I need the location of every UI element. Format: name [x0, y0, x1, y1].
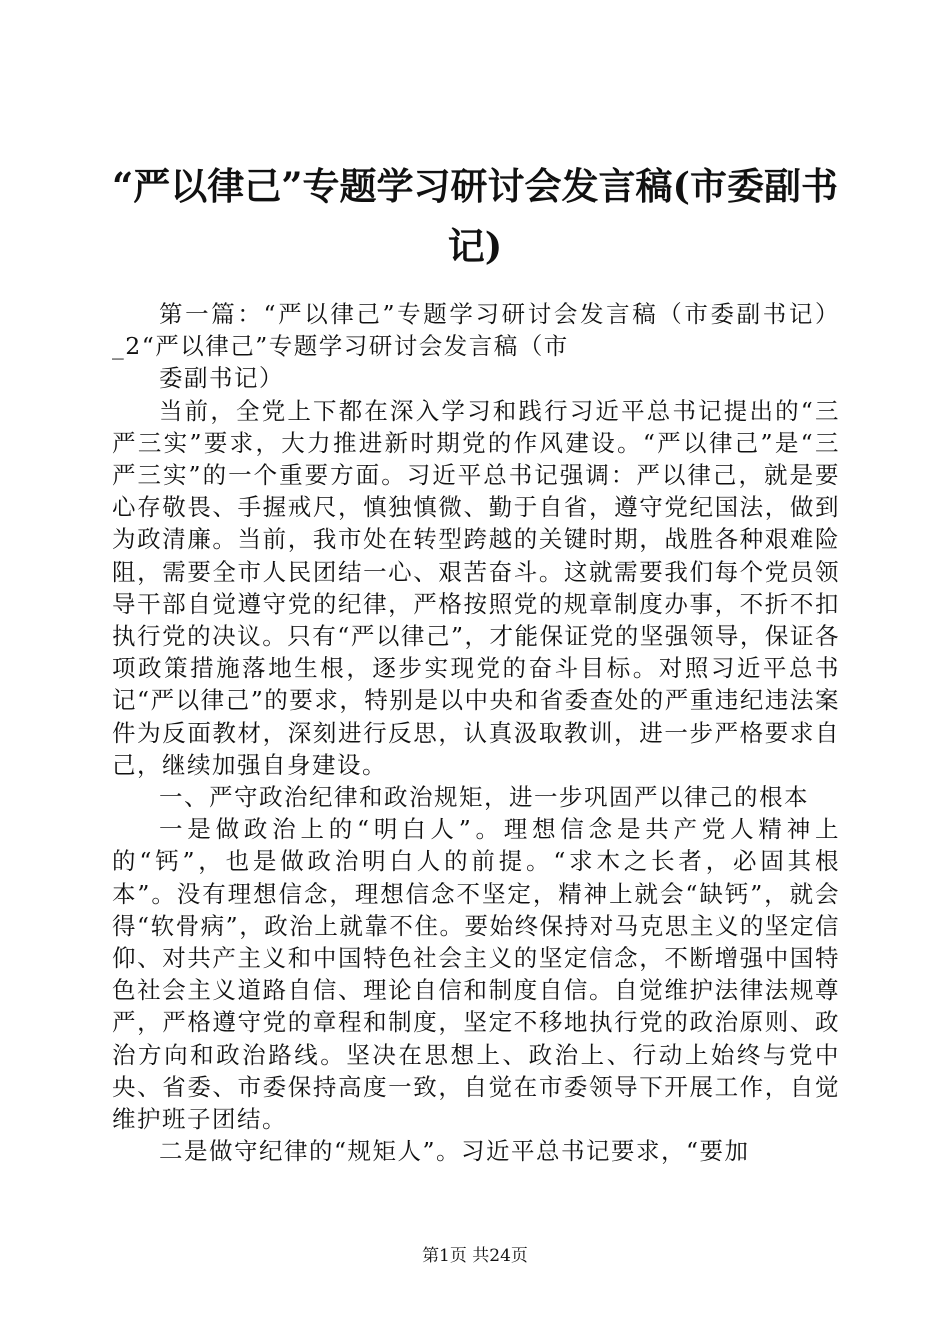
- paragraph-heading-continuation: 委副书记）: [159, 364, 284, 393]
- page-number-footer: 第1页 共24页: [422, 1246, 528, 1266]
- paragraph-heading-line: 第一篇：“严以律己”专题学习研讨会发言稿（市委副书记）_2“严以律己”专题学习研讨会发言稿（市: [112, 300, 840, 361]
- paragraph-point-1: 一是做政治上的“明白人”。理想信念是共产党人精神上的“钙”，也是做政治明白人的前提。“求木之长者，必固其根本”。没有理想信念，理想信念不坚定，精神上就会“缺钙”，就会得“软骨病”，政治上就靠不住。要始终保持对马克思主义的坚定信仰、对共产主义和中国特色社会主义的坚定信念，不断增强中国特色社会主义道路自信、理论自信和制度自信。自觉维护法律法规尊严，严格遵守党的章程和制度，坚定不移地执行党的政治原则、政治方向和政治路线。坚决在思想上、政治上、行动上始终与党中央、省委、市委保持高度一致，自觉在市委领导下开展工作，自觉维护班子团结。: [112, 815, 840, 1134]
- document-title: “严以律己”专题学习研讨会发言稿(市委副书记): [111, 164, 839, 268]
- paragraph-point-2: 二是做守纪律的“规矩人”。习近平总书记要求，“要加: [159, 1137, 750, 1166]
- paragraph-intro: 当前，全党上下都在深入学习和践行习近平总书记提出的“三严三实”要求，大力推进新时期党的作风建设。“严以律己”是“三严三实”的一个重要方面。习近平总书记强调：严以律己，就是要心存敬畏、手握戒尺，慎独慎微、勤于自省，遵守党纪国法，做到为政清廉。当前，我市处在转型跨越的关键时期，战胜各种艰难险阻，需要全市人民团结一心、艰苦奋斗。这就需要我们每个党员领导干部自觉遵守党的纪律，严格按照党的规章制度办事，不折不扣执行党的决议。只有“严以律己”，才能保证党的坚强领导，保证各项政策措施落地生根，逐步实现党的奋斗目标。对照习近平总书记“严以律己”的要求，特别是以中央和省委查处的严重违纪违法案件为反面教材，深刻进行反思，认真汲取教训，进一步严格要求自己，继续加强自身建设。: [112, 396, 840, 779]
- document-body: [112, 298, 840, 1167]
- section-heading-1: 一、严守政治纪律和政治规矩，进一步巩固严以律己的根本: [159, 783, 809, 812]
